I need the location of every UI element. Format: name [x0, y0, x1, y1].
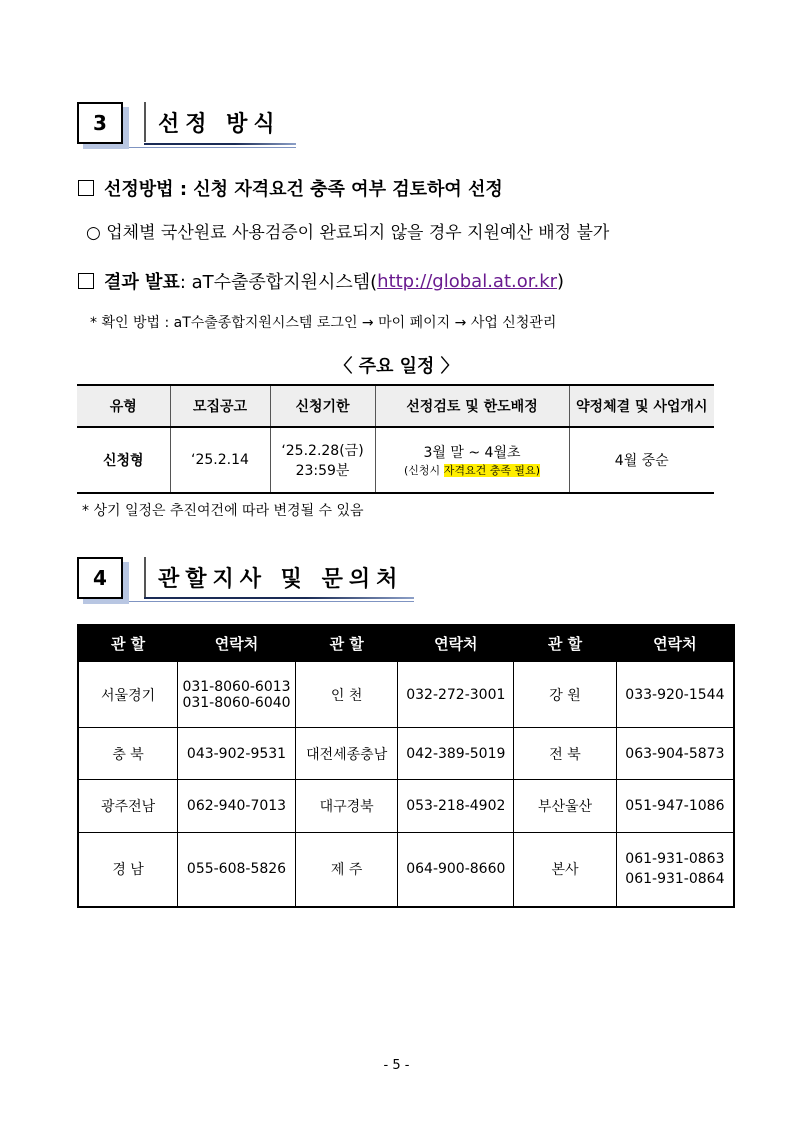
- section-underline-light: [84, 601, 414, 602]
- header-cell: 관 할: [78, 625, 178, 662]
- type-cell: 신청형: [77, 427, 170, 493]
- table-row: [78, 728, 734, 780]
- phone-cell: 051-947-1086: [616, 780, 734, 833]
- section-title: 선정 방식: [144, 102, 281, 142]
- review-note-prefix: (신청시: [404, 464, 444, 477]
- contact-table: [77, 624, 735, 908]
- header-cell: 선정검토 및 한도배정: [375, 385, 569, 427]
- phone-cell: 062-940-7013: [178, 780, 296, 833]
- header-cell: 신청기한: [270, 385, 375, 427]
- result-line: [78, 268, 564, 294]
- section-number-badge: 3: [77, 102, 123, 144]
- section-underline-light: [84, 147, 296, 148]
- header-cell: 연락처: [616, 625, 734, 662]
- section-underline: [144, 143, 296, 145]
- review-note-highlight: 자격요건 충족 필요): [443, 464, 540, 477]
- checkbox-icon: [78, 273, 94, 289]
- region-cell: 서울경기: [78, 662, 178, 728]
- region-cell: 경 남: [78, 833, 178, 907]
- region-cell: 강 원: [514, 662, 617, 728]
- checkbox-icon: [78, 180, 94, 196]
- section-number-badge: 4: [77, 557, 123, 599]
- header-cell: 관 할: [295, 625, 398, 662]
- review-cell: [375, 427, 569, 493]
- phone-cell: 043-902-9531: [178, 728, 296, 780]
- phone-number: 031-8060-6013: [182, 678, 291, 695]
- selection-method-text: 선정방법 : 신청 자격요건 충족 여부 검토하여 선정: [104, 179, 503, 200]
- region-cell: 대구경북: [295, 780, 398, 833]
- contact-header-row: [78, 625, 734, 662]
- deadline-date: ‘25.2.28(금): [281, 443, 364, 459]
- region-cell: 광주전남: [78, 780, 178, 833]
- phone-cell: 033-920-1544: [616, 662, 734, 728]
- region-cell: 본사: [514, 833, 617, 907]
- phone-cell: 064-900-8660: [398, 833, 514, 907]
- header-cell: 모집공고: [170, 385, 270, 427]
- phone-cell: 053-218-4902: [398, 780, 514, 833]
- selection-method-note: ○ 업체별 국산원료 사용검증이 완료되지 않을 경우 지원예산 배정 불가: [86, 223, 610, 243]
- region-cell: 제 주: [295, 833, 398, 907]
- confirm-method-note: * 확인 방법 : aT수출종합지원시스템 로그인 → 마이 페이지 → 사업 신청관리: [90, 315, 557, 331]
- phone-cell: 032-272-3001: [398, 662, 514, 728]
- phone-number: 061-931-0864: [625, 871, 725, 888]
- phone-cell: 063-904-5873: [616, 728, 734, 780]
- header-cell: 유형: [77, 385, 170, 427]
- phone-number: 031-8060-6040: [182, 694, 291, 711]
- result-text: : aT수출종합지원시스템(: [179, 272, 378, 293]
- region-cell: 부산울산: [514, 780, 617, 833]
- contract-cell: 4월 중순: [569, 427, 714, 493]
- region-cell: 대전세종충남: [295, 728, 398, 780]
- page-number: - 5 -: [383, 1058, 410, 1073]
- notice-cell: ‘25.2.14: [170, 427, 270, 493]
- review-period: 3월 말 ~ 4월초: [423, 445, 521, 461]
- review-note: [377, 462, 568, 478]
- section-title: 관할지사 및 문의처: [144, 557, 403, 597]
- result-label: 결과 발표: [104, 272, 180, 293]
- header-cell: 관 할: [514, 625, 617, 662]
- schedule-header-row: [77, 385, 714, 427]
- result-link[interactable]: http://global.at.or.kr: [377, 270, 558, 292]
- table-row: [78, 833, 734, 907]
- region-cell: 전 북: [514, 728, 617, 780]
- phone-cell: [178, 662, 296, 728]
- selection-method-line: [78, 175, 503, 201]
- region-cell: 충 북: [78, 728, 178, 780]
- schedule-table: [77, 384, 714, 494]
- phone-number: 061-931-0863: [625, 851, 725, 868]
- deadline-cell: [270, 427, 375, 493]
- header-cell: 약정체결 및 사업개시: [569, 385, 714, 427]
- table-row: [78, 662, 734, 728]
- phone-cell: 055-608-5826: [178, 833, 296, 907]
- schedule-title: 〈 주요 일정 〉: [334, 356, 459, 377]
- header-cell: 연락처: [178, 625, 296, 662]
- schedule-note: * 상기 일정은 추진여건에 따라 변경될 수 있음: [82, 503, 364, 519]
- phone-cell: [616, 833, 734, 907]
- table-row: [78, 780, 734, 833]
- deadline-time: 23:59분: [295, 463, 350, 479]
- header-cell: 연락처: [398, 625, 514, 662]
- phone-cell: 042-389-5019: [398, 728, 514, 780]
- schedule-row: [77, 427, 714, 493]
- section-underline: [144, 597, 414, 599]
- result-close: ): [557, 270, 565, 292]
- region-cell: 인 천: [295, 662, 398, 728]
